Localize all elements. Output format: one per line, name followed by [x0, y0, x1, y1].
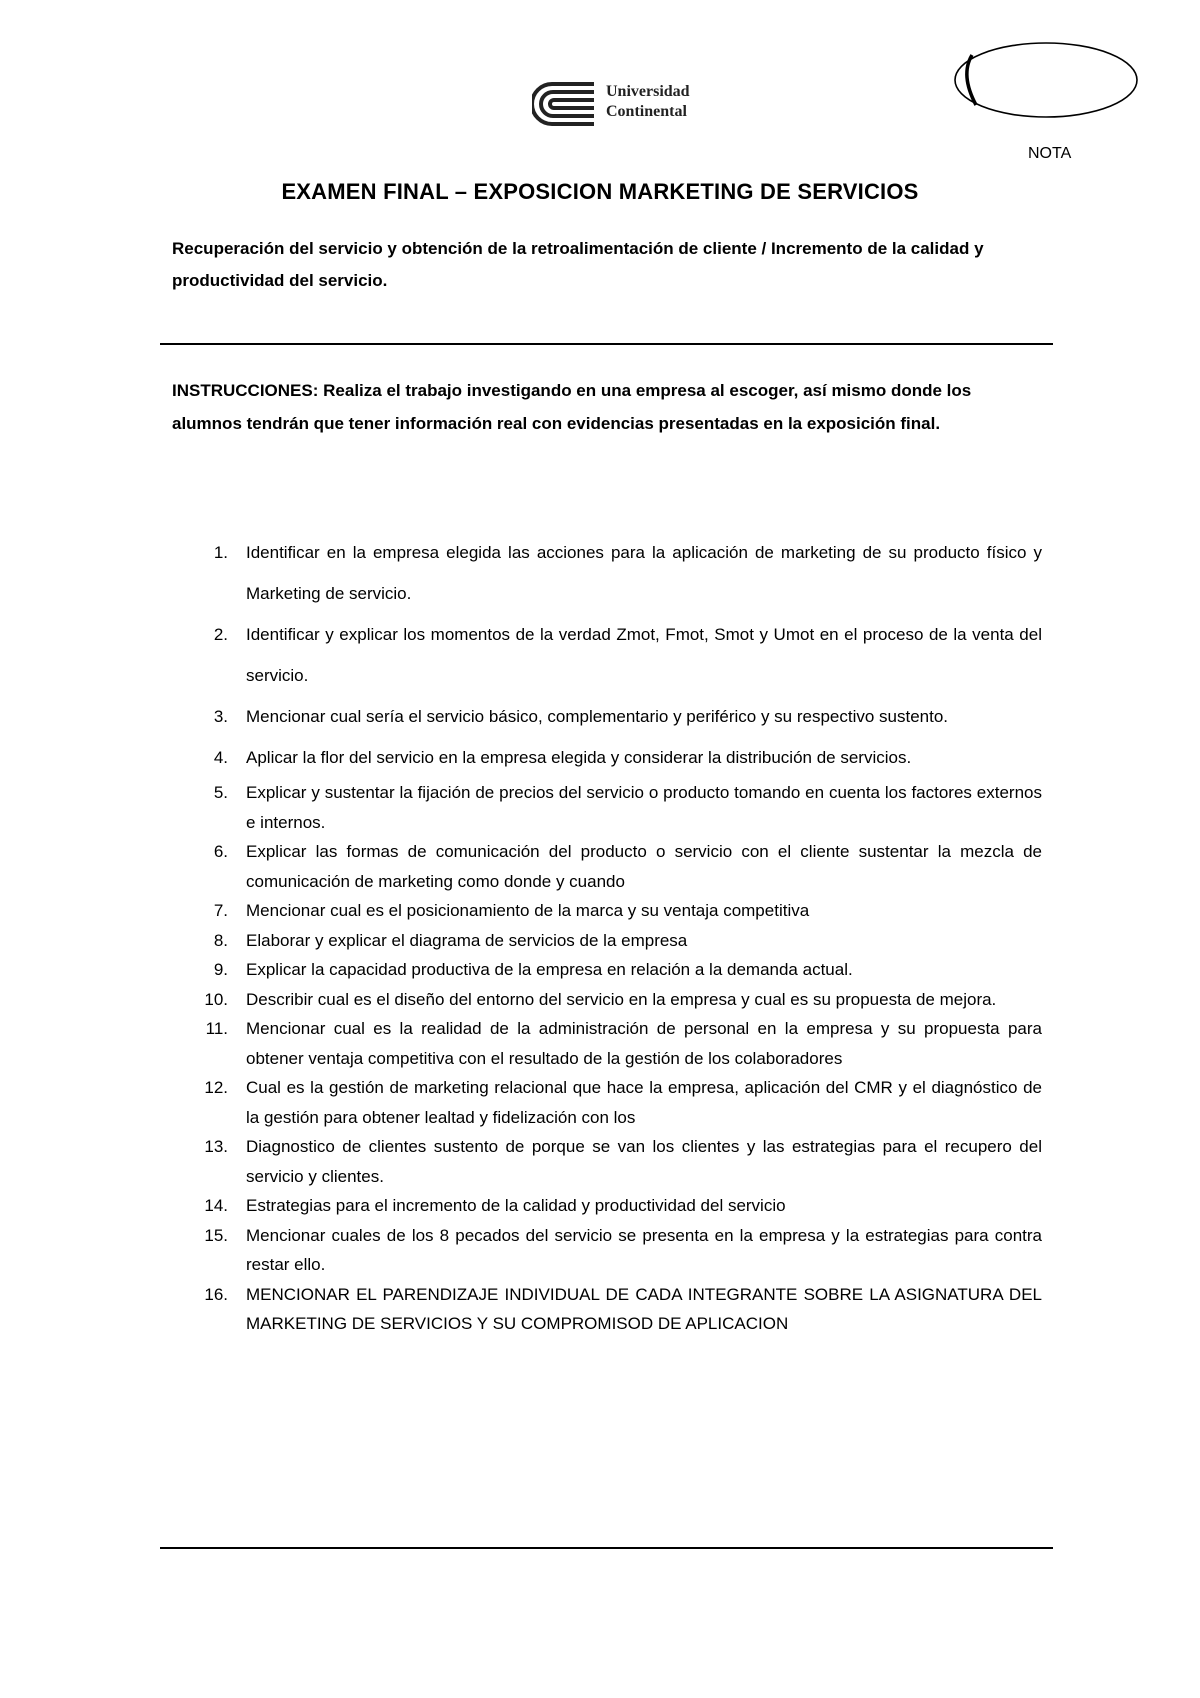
- instructions: [172, 374, 1042, 440]
- item-text: MENCIONAR EL PARENDIZAJE INDIVIDUAL DE CADA INTEGRANTE SOBRE LA ASIGNATURA DEL MARKETING DE SERVICIOS Y SU COMPROMISOD DE APLICACION: [246, 1284, 1042, 1333]
- logo-line-2: Continental: [606, 103, 687, 120]
- item-text: Explicar la capacidad productiva de la empresa en relación a la demanda actual.: [246, 960, 853, 979]
- list-item: [192, 1132, 1042, 1191]
- item-number: 11.: [205, 1019, 228, 1038]
- bottom-divider: [160, 1547, 1053, 1549]
- list-item: [192, 1014, 1042, 1073]
- item-text: Mencionar cuales de los 8 pecados del servicio se presenta en la empresa y la estrategias para contra restar ello.: [246, 1225, 1042, 1274]
- item-text: Mencionar cual es la realidad de la administración de personal en la empresa y su propuesta para obtener ventaja competitiva con el resultado de la gestión de los colaboradores: [246, 1019, 1042, 1068]
- item-number: 9.: [213, 960, 228, 979]
- instructions-text: Realiza el trabajo investigando en una empresa al escoger, así mismo donde los alumnos tendrán que tener información real con evidencias presentadas en la exposición final.: [172, 381, 972, 433]
- list-item: [192, 532, 1042, 614]
- item-number: 16.: [204, 1284, 228, 1304]
- item-number: 4.: [213, 748, 228, 767]
- list-item: [192, 985, 1042, 1015]
- instructions-label: INSTRUCCIONES:: [172, 381, 319, 400]
- list-item: [192, 696, 1042, 737]
- list-item: [192, 778, 1042, 837]
- item-number: 15.: [204, 1225, 228, 1245]
- list-item: [192, 896, 1042, 926]
- logo-line-1: Universidad: [606, 83, 690, 100]
- logo-text: [606, 82, 690, 122]
- item-number: 13.: [204, 1137, 228, 1156]
- item-number: 10.: [204, 989, 228, 1009]
- item-text: Cual es la gestión de marketing relacional que hace la empresa, aplicación del CMR y el diagnóstico de la gestión para obtener lealtad y fidelización con los: [246, 1078, 1042, 1127]
- grade-oval-icon: [950, 35, 1150, 135]
- item-number: 2.: [213, 625, 228, 644]
- list-item: [192, 1073, 1042, 1132]
- item-number: 12.: [204, 1078, 228, 1097]
- item-text: Mencionar cual es el posicionamiento de la marca y su ventaja competitiva: [246, 901, 810, 920]
- item-text: Identificar en la empresa elegida las acciones para la aplicación de marketing de su producto físico y Marketing de servicio.: [246, 543, 1042, 603]
- list-item: [192, 1191, 1042, 1221]
- item-text: Identificar y explicar los momentos de la verdad Zmot, Fmot, Smot y Umot en el proceso de la venta del servicio.: [246, 625, 1042, 685]
- item-text: Mencionar cual sería el servicio básico, complementario y periférico y su respectivo sustento.: [246, 707, 949, 726]
- item-text: Explicar y sustentar la fijación de precios del servicio o producto tomando en cuenta los factores externos e internos.: [246, 783, 1042, 832]
- item-number: 7.: [213, 901, 228, 920]
- item-number: 3.: [213, 707, 228, 726]
- item-text: Describir cual es el diseño del entorno del servicio en la empresa y cual es su propuesta de mejora.: [246, 989, 997, 1009]
- list-item: [192, 837, 1042, 896]
- task-list: [192, 532, 1042, 1339]
- top-divider: [160, 343, 1053, 345]
- list-item: [192, 737, 1042, 778]
- item-number: 1.: [213, 543, 228, 562]
- list-item: [192, 1221, 1042, 1280]
- item-text: Aplicar la flor del servicio en la empresa elegida y considerar la distribución de servicios.: [246, 748, 912, 767]
- item-text: Explicar las formas de comunicación del producto o servicio con el cliente sustentar la mezcla de comunicación de marketing como donde y cuando: [246, 842, 1042, 891]
- page-title: EXAMEN FINAL – EXPOSICION MARKETING DE SERVICIOS: [281, 179, 919, 204]
- list-item: [192, 926, 1042, 956]
- grade-label: NOTA: [1028, 145, 1072, 162]
- university-logo: [532, 80, 712, 130]
- university-logo-icon: [532, 80, 598, 128]
- item-number: 5.: [213, 783, 228, 802]
- list-item: [192, 1280, 1042, 1339]
- item-text: Estrategias para el incremento de la calidad y productividad del servicio: [246, 1196, 786, 1215]
- item-text: Elaborar y explicar el diagrama de servicios de la empresa: [246, 930, 688, 950]
- item-text: Diagnostico de clientes sustento de porque se van los clientes y las estrategias para el recupero del servicio y clientes.: [246, 1137, 1042, 1186]
- item-number: 6.: [213, 842, 228, 861]
- exam-subtitle: Recuperación del servicio y obtención de la retroalimentación de cliente / Incremento de la calidad y productividad del servicio.: [172, 239, 984, 290]
- list-item: [192, 955, 1042, 985]
- item-number: 8.: [213, 930, 228, 950]
- item-number: 14.: [204, 1196, 228, 1215]
- list-item: [192, 614, 1042, 696]
